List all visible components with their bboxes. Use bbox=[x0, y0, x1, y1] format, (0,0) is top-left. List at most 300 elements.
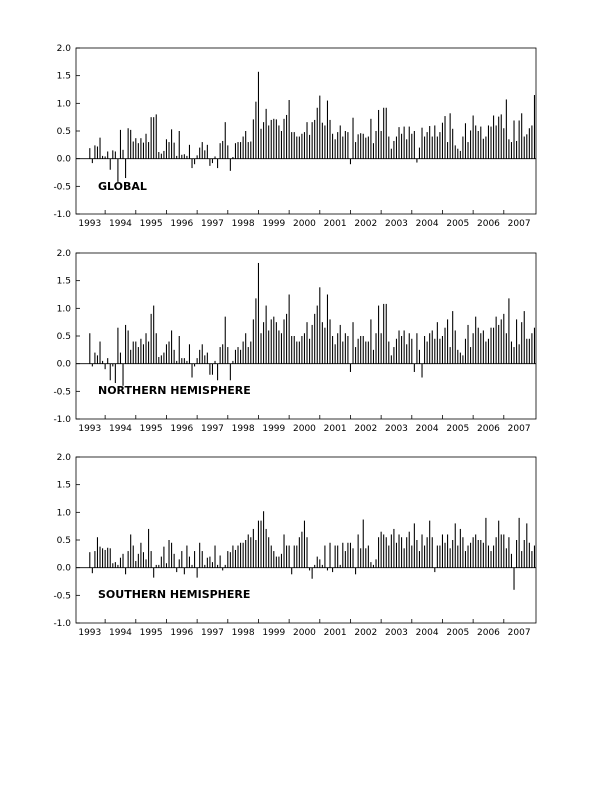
bar bbox=[296, 137, 297, 159]
bar bbox=[263, 511, 264, 567]
bar bbox=[176, 156, 177, 159]
bar bbox=[345, 333, 346, 363]
bar bbox=[296, 546, 297, 568]
bar bbox=[179, 131, 180, 159]
y-tick-label: 1.0 bbox=[56, 508, 71, 519]
bar bbox=[286, 314, 287, 364]
bar bbox=[266, 529, 267, 568]
panel-label: SOUTHERN HEMISPHERE bbox=[98, 588, 251, 601]
bar bbox=[327, 295, 328, 364]
bar bbox=[110, 364, 111, 381]
bar bbox=[309, 568, 310, 571]
bar bbox=[191, 364, 192, 378]
bar bbox=[115, 364, 116, 383]
bar bbox=[92, 159, 93, 163]
x-tick-label: 2000 bbox=[293, 424, 316, 434]
bar bbox=[393, 141, 394, 159]
bar bbox=[398, 330, 399, 363]
bar bbox=[181, 358, 182, 364]
bar bbox=[202, 551, 203, 568]
bar bbox=[135, 342, 136, 364]
bar bbox=[99, 547, 100, 568]
bar bbox=[230, 159, 231, 171]
bar bbox=[204, 565, 205, 568]
y-tick-label: 2.0 bbox=[56, 453, 71, 463]
x-tick-label: 2000 bbox=[293, 219, 316, 229]
bar bbox=[442, 534, 443, 567]
bar bbox=[391, 355, 392, 363]
bar bbox=[235, 550, 236, 568]
y-tick-label: -1.0 bbox=[53, 210, 71, 220]
bar bbox=[140, 543, 141, 568]
bar bbox=[383, 108, 384, 159]
bar bbox=[386, 304, 387, 364]
bar bbox=[442, 336, 443, 364]
bar bbox=[278, 557, 279, 568]
bar bbox=[508, 139, 509, 158]
y-tick-label: -1.0 bbox=[53, 415, 71, 425]
bar bbox=[332, 336, 333, 364]
bar bbox=[498, 325, 499, 364]
x-tick-label: 2001 bbox=[323, 424, 347, 434]
bar bbox=[534, 95, 535, 159]
bar bbox=[97, 537, 98, 567]
bar bbox=[317, 557, 318, 568]
bar bbox=[460, 529, 461, 568]
bar bbox=[511, 142, 512, 159]
bar bbox=[370, 319, 371, 363]
bar bbox=[378, 537, 379, 567]
x-tick-label: 1996 bbox=[170, 424, 194, 434]
bar bbox=[191, 159, 192, 168]
bar bbox=[467, 546, 468, 568]
bar bbox=[465, 551, 466, 568]
x-tick-label: 2004 bbox=[415, 628, 439, 638]
bar bbox=[452, 129, 453, 159]
bar bbox=[322, 565, 323, 568]
bar bbox=[184, 154, 185, 158]
bar bbox=[214, 361, 215, 364]
y-tick-label: 2.0 bbox=[56, 249, 71, 259]
bar bbox=[526, 134, 527, 158]
bar bbox=[135, 138, 136, 158]
bar bbox=[478, 540, 479, 568]
bar bbox=[243, 543, 244, 568]
bar bbox=[503, 534, 504, 567]
bar bbox=[501, 114, 502, 158]
bar bbox=[107, 548, 108, 568]
bar bbox=[467, 142, 468, 159]
bar bbox=[235, 143, 236, 158]
bar bbox=[268, 125, 269, 158]
bar bbox=[503, 128, 504, 158]
bar bbox=[299, 137, 300, 159]
bar bbox=[352, 118, 353, 159]
bar bbox=[291, 336, 292, 364]
bar bbox=[473, 537, 474, 567]
bar bbox=[232, 157, 233, 159]
bar bbox=[171, 330, 172, 363]
bar bbox=[145, 134, 146, 159]
bar bbox=[455, 330, 456, 363]
bar bbox=[485, 518, 486, 568]
bar bbox=[158, 152, 159, 159]
bar bbox=[276, 119, 277, 158]
y-tick-label: -1.0 bbox=[53, 619, 71, 629]
bar bbox=[209, 557, 210, 568]
bar bbox=[493, 328, 494, 364]
bar bbox=[220, 143, 221, 158]
bar bbox=[168, 142, 169, 159]
bar bbox=[289, 100, 290, 159]
bar bbox=[452, 540, 453, 568]
bar bbox=[442, 123, 443, 159]
bar bbox=[524, 540, 525, 568]
x-tick-label: 1999 bbox=[262, 628, 286, 638]
bar bbox=[117, 159, 118, 182]
bar bbox=[212, 562, 213, 568]
bar bbox=[250, 342, 251, 364]
bar bbox=[260, 129, 261, 159]
southern-hemisphere-panel bbox=[53, 453, 536, 638]
bar bbox=[465, 123, 466, 158]
bar bbox=[324, 125, 325, 158]
bar bbox=[427, 132, 428, 159]
bar bbox=[301, 134, 302, 159]
bar bbox=[462, 537, 463, 567]
bar bbox=[260, 521, 261, 568]
bar bbox=[467, 325, 468, 364]
bar bbox=[516, 540, 517, 568]
bar bbox=[429, 126, 430, 159]
bar bbox=[145, 333, 146, 363]
y-tick-label: 0.5 bbox=[56, 127, 71, 137]
y-tick-label: 1.5 bbox=[56, 71, 71, 82]
x-tick-label: 2006 bbox=[477, 424, 500, 434]
bar bbox=[355, 568, 356, 575]
bar bbox=[496, 125, 497, 158]
bar bbox=[289, 295, 290, 364]
bar bbox=[355, 142, 356, 159]
bar bbox=[314, 120, 315, 159]
bar bbox=[335, 546, 336, 568]
bar bbox=[437, 546, 438, 568]
bar bbox=[227, 145, 228, 158]
bar bbox=[151, 551, 152, 568]
bar bbox=[222, 141, 223, 159]
bar bbox=[370, 119, 371, 159]
y-tick-label: 0.0 bbox=[56, 154, 71, 165]
bar bbox=[409, 127, 410, 159]
bar bbox=[358, 339, 359, 364]
bar bbox=[475, 317, 476, 364]
bar bbox=[478, 131, 479, 159]
bar bbox=[266, 306, 267, 364]
bar bbox=[304, 132, 305, 159]
bar bbox=[375, 131, 376, 159]
x-tick-label: 2003 bbox=[385, 628, 408, 638]
bar bbox=[383, 304, 384, 364]
bar bbox=[460, 151, 461, 159]
bar bbox=[324, 328, 325, 364]
bar bbox=[521, 113, 522, 158]
bar bbox=[365, 342, 366, 364]
bar bbox=[365, 138, 366, 159]
bar bbox=[171, 543, 172, 568]
bar bbox=[406, 537, 407, 567]
bar bbox=[404, 127, 405, 159]
bar bbox=[473, 333, 474, 363]
bar bbox=[148, 529, 149, 568]
x-tick-label: 2001 bbox=[323, 219, 347, 229]
bar bbox=[414, 131, 415, 159]
bar bbox=[378, 306, 379, 364]
bar bbox=[204, 150, 205, 158]
bar bbox=[148, 342, 149, 364]
bar bbox=[115, 151, 116, 158]
bar bbox=[508, 298, 509, 363]
bar bbox=[350, 543, 351, 568]
bar bbox=[291, 568, 292, 575]
bar bbox=[250, 142, 251, 159]
bar bbox=[393, 347, 394, 364]
bar bbox=[151, 117, 152, 158]
bar bbox=[352, 548, 353, 567]
bar bbox=[447, 319, 448, 363]
bar bbox=[301, 532, 302, 568]
x-tick-label: 1994 bbox=[109, 424, 132, 434]
bar bbox=[439, 132, 440, 159]
bar bbox=[452, 311, 453, 364]
bar bbox=[263, 122, 264, 159]
bar bbox=[337, 333, 338, 363]
bar bbox=[281, 333, 282, 363]
bar bbox=[340, 565, 341, 568]
bar bbox=[296, 342, 297, 364]
bar bbox=[345, 131, 346, 159]
bar bbox=[404, 330, 405, 363]
bar bbox=[184, 568, 185, 575]
x-tick-label: 1995 bbox=[139, 219, 163, 229]
bar bbox=[237, 347, 238, 364]
bar bbox=[128, 551, 129, 568]
bar bbox=[529, 339, 530, 364]
bar bbox=[511, 342, 512, 364]
bar bbox=[358, 534, 359, 567]
bar bbox=[168, 342, 169, 364]
bar bbox=[158, 357, 159, 364]
bar bbox=[286, 546, 287, 568]
bar bbox=[531, 551, 532, 568]
bar bbox=[89, 552, 90, 567]
bar bbox=[248, 534, 249, 567]
bar bbox=[381, 131, 382, 159]
bar bbox=[411, 134, 412, 159]
bar bbox=[225, 122, 226, 159]
bar bbox=[393, 529, 394, 568]
bar bbox=[204, 355, 205, 363]
bar bbox=[174, 143, 175, 159]
bar bbox=[317, 108, 318, 159]
bar bbox=[102, 361, 103, 364]
bar bbox=[421, 364, 422, 378]
bar bbox=[409, 333, 410, 363]
bar bbox=[176, 568, 177, 572]
bar bbox=[153, 306, 154, 364]
bar bbox=[381, 333, 382, 363]
bar bbox=[416, 333, 417, 363]
bar bbox=[237, 546, 238, 568]
bar bbox=[105, 364, 106, 370]
bar bbox=[97, 355, 98, 363]
bar bbox=[312, 122, 313, 159]
bar bbox=[447, 534, 448, 567]
x-tick-label: 2000 bbox=[293, 628, 316, 638]
bar bbox=[360, 548, 361, 567]
bar bbox=[368, 546, 369, 568]
bar bbox=[197, 568, 198, 578]
global-panel bbox=[53, 44, 536, 229]
bar bbox=[301, 336, 302, 364]
bar bbox=[181, 155, 182, 159]
bar bbox=[439, 546, 440, 568]
bar bbox=[166, 563, 167, 567]
bar bbox=[398, 127, 399, 159]
bar bbox=[414, 364, 415, 372]
bar bbox=[174, 350, 175, 364]
bar bbox=[322, 322, 323, 364]
bar bbox=[319, 96, 320, 159]
bar bbox=[102, 548, 103, 567]
bar bbox=[355, 347, 356, 364]
bar bbox=[92, 568, 93, 574]
bar bbox=[498, 117, 499, 159]
bar bbox=[388, 137, 389, 159]
bar bbox=[534, 546, 535, 568]
bar bbox=[271, 319, 272, 363]
bar bbox=[337, 546, 338, 568]
bar bbox=[368, 137, 369, 159]
x-tick-label: 2002 bbox=[354, 219, 378, 229]
bar bbox=[483, 330, 484, 363]
bar bbox=[217, 565, 218, 568]
bar bbox=[501, 534, 502, 567]
x-tick-label: 1993 bbox=[78, 219, 102, 229]
bar bbox=[105, 156, 106, 158]
bar bbox=[306, 122, 307, 159]
bar bbox=[258, 263, 259, 364]
bar bbox=[130, 350, 131, 364]
bar bbox=[258, 72, 259, 159]
bar bbox=[375, 333, 376, 363]
bar bbox=[462, 137, 463, 159]
bar bbox=[378, 110, 379, 159]
bar bbox=[268, 330, 269, 363]
y-tick-label: 1.0 bbox=[56, 304, 71, 315]
y-tick-label: -0.5 bbox=[53, 182, 71, 193]
x-tick-label: 1995 bbox=[139, 424, 163, 434]
bar bbox=[432, 330, 433, 363]
bar bbox=[166, 344, 167, 363]
bar bbox=[143, 143, 144, 159]
bar bbox=[135, 561, 136, 568]
bar bbox=[478, 328, 479, 364]
bar bbox=[485, 342, 486, 364]
bar bbox=[485, 137, 486, 159]
bar bbox=[158, 565, 159, 568]
bar bbox=[444, 116, 445, 159]
bar bbox=[245, 131, 246, 159]
bar bbox=[125, 159, 126, 178]
bar bbox=[457, 149, 458, 159]
bar bbox=[110, 159, 111, 170]
bar bbox=[212, 159, 213, 163]
bar bbox=[283, 119, 284, 159]
bar bbox=[299, 342, 300, 364]
y-tick-label: 0.0 bbox=[56, 563, 71, 574]
bar bbox=[406, 344, 407, 363]
bar bbox=[370, 562, 371, 568]
bar bbox=[455, 145, 456, 158]
x-tick-label: 2004 bbox=[415, 219, 439, 229]
bar bbox=[513, 568, 514, 590]
bar bbox=[214, 156, 215, 158]
x-tick-label: 2002 bbox=[354, 628, 378, 638]
x-tick-label: 2003 bbox=[385, 424, 408, 434]
bar bbox=[432, 537, 433, 567]
bar bbox=[189, 145, 190, 159]
bar bbox=[283, 534, 284, 567]
x-tick-label: 1993 bbox=[78, 628, 102, 638]
bar bbox=[416, 159, 417, 163]
bar bbox=[92, 364, 93, 367]
bar bbox=[450, 347, 451, 364]
bar bbox=[138, 554, 139, 568]
bar bbox=[89, 333, 90, 363]
bar bbox=[255, 102, 256, 159]
bar bbox=[199, 350, 200, 364]
bar bbox=[148, 142, 149, 159]
bar bbox=[501, 319, 502, 363]
bar bbox=[312, 568, 313, 579]
bar bbox=[373, 143, 374, 158]
bar bbox=[133, 546, 134, 568]
bar bbox=[125, 325, 126, 364]
bar bbox=[194, 364, 195, 367]
bar bbox=[327, 568, 328, 571]
bar bbox=[519, 518, 520, 568]
bar bbox=[516, 141, 517, 159]
bar bbox=[444, 328, 445, 364]
bar bbox=[424, 336, 425, 364]
bar bbox=[342, 543, 343, 568]
bar bbox=[304, 521, 305, 568]
bar bbox=[133, 342, 134, 364]
bar bbox=[120, 353, 121, 364]
bar bbox=[273, 317, 274, 364]
x-tick-label: 1994 bbox=[109, 219, 132, 229]
bar bbox=[506, 333, 507, 363]
bar bbox=[235, 350, 236, 364]
bar bbox=[240, 142, 241, 159]
bar bbox=[345, 551, 346, 568]
bar bbox=[156, 114, 157, 158]
bar bbox=[130, 534, 131, 567]
bar bbox=[526, 523, 527, 567]
bar bbox=[322, 123, 323, 159]
bar bbox=[383, 534, 384, 567]
bar bbox=[424, 546, 425, 568]
